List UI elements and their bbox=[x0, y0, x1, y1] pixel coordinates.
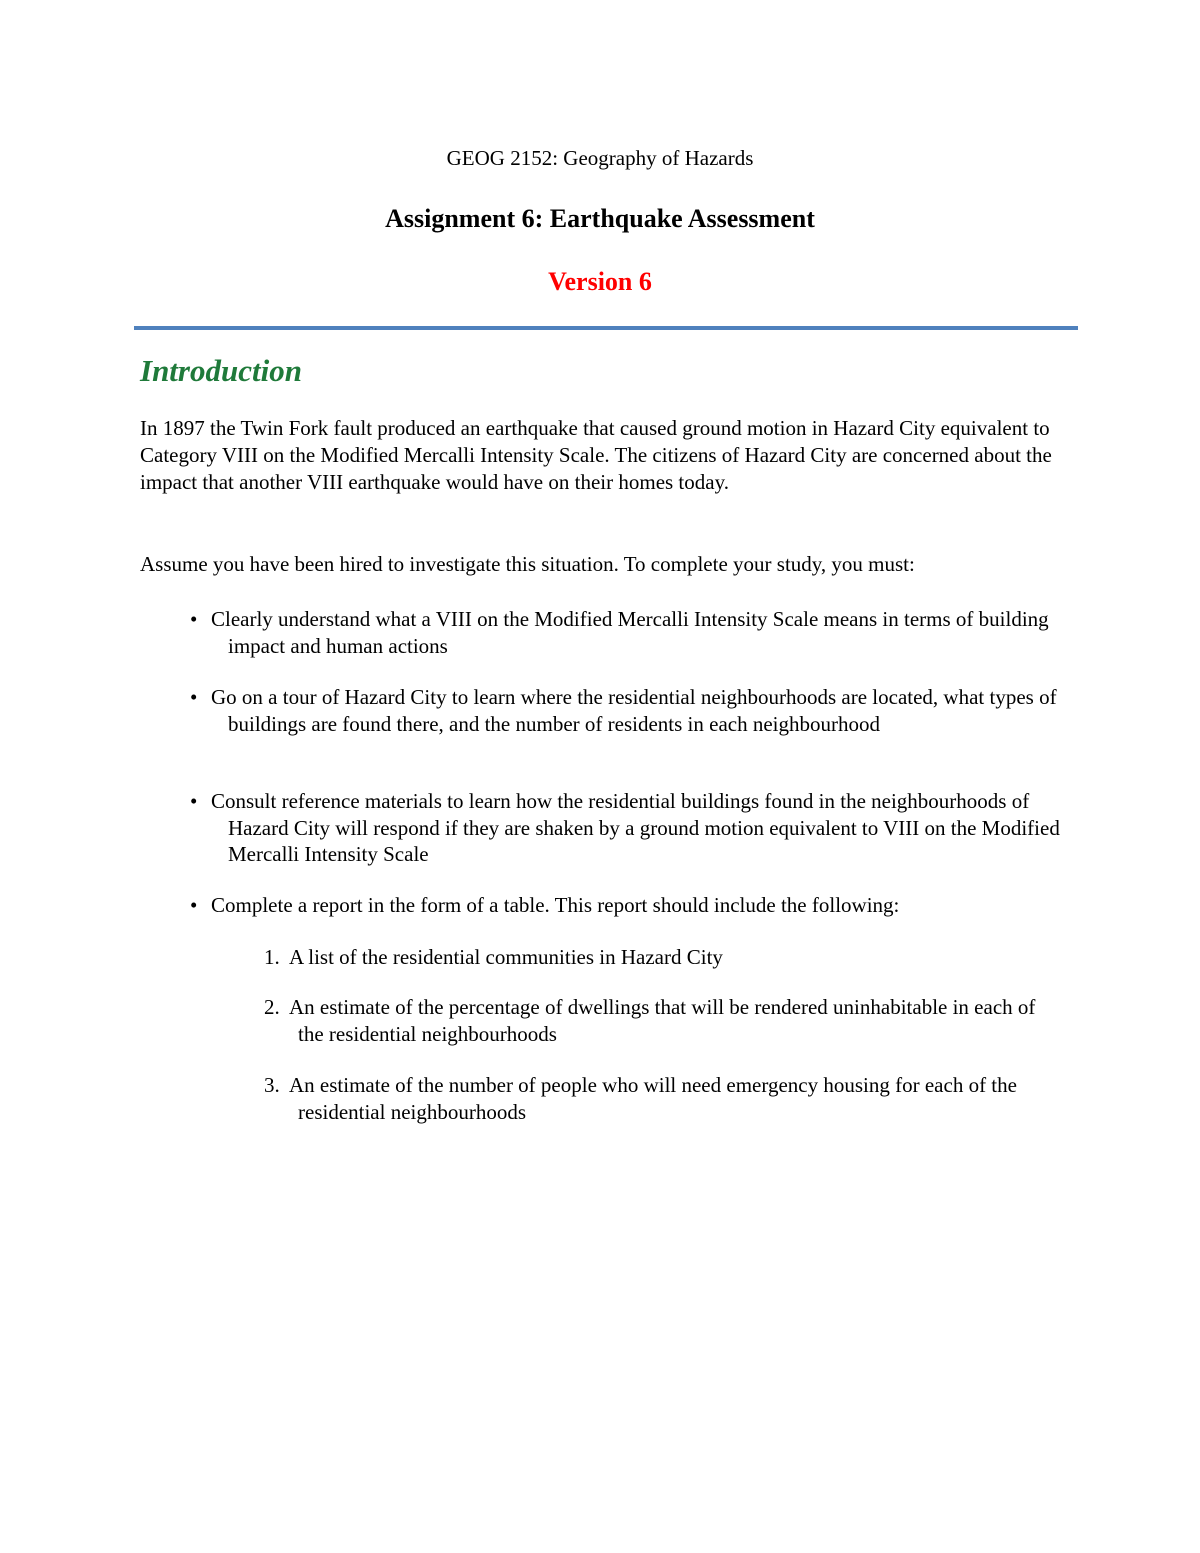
numbered-label: 1. bbox=[264, 945, 280, 969]
intro-paragraph: In 1897 the Twin Fork fault produced an earthquake that caused ground motion in Hazard City equivalent to Category VIII on the Modified Mercalli Intensity Scale. The citizens of Hazard City are concerned about the impact that another VIII earthquake would have on their homes today. bbox=[140, 416, 1052, 494]
numbered-label: 3. bbox=[264, 1073, 280, 1097]
numbered-label: 2. bbox=[264, 995, 280, 1019]
bullet-icon: • bbox=[190, 789, 198, 813]
numbered-text: A list of the residential communities in Hazard City bbox=[289, 945, 723, 969]
numbered-text: An estimate of the number of people who will need emergency housing for each of the residential neighbourhoods bbox=[289, 1073, 1017, 1124]
bullet-text: Consult reference materials to learn how the residential buildings found in the neighbourhoods of Hazard City will respond if they are shaken by a ground motion equivalent to VIII on the Modified Mercalli Intensity Scale bbox=[211, 789, 1060, 866]
course-title: GEOG 2152: Geography of Hazards bbox=[446, 146, 754, 170]
task-paragraph: Assume you have been hired to investigate this situation. To complete your study, you must: bbox=[140, 552, 915, 576]
bullet-item bbox=[190, 606, 1070, 659]
bullet-text: Clearly understand what a VIII on the Modified Mercalli Intensity Scale means in terms of building impact and human actions bbox=[211, 607, 1049, 658]
numbered-item bbox=[264, 944, 1064, 971]
bullet-icon: • bbox=[190, 685, 198, 709]
assignment-title: Assignment 6: Earthquake Assessment bbox=[385, 204, 815, 233]
bullet-text: Go on a tour of Hazard City to learn where the residential neighbourhoods are located, what types of buildings are found there, and the number of residents in each neighbourhood bbox=[211, 685, 1057, 736]
bullet-item bbox=[190, 788, 1070, 868]
numbered-item bbox=[264, 994, 1064, 1047]
bullet-icon: • bbox=[190, 607, 198, 631]
numbered-text: An estimate of the percentage of dwellings that will be rendered uninhabitable in each of the residential neighbourhoods bbox=[289, 995, 1036, 1046]
numbered-item bbox=[264, 1072, 1064, 1125]
bullet-icon: • bbox=[190, 893, 198, 917]
bullet-item bbox=[190, 892, 1070, 919]
version-label: Version 6 bbox=[548, 267, 652, 296]
horizontal-rule bbox=[134, 326, 1078, 330]
bullet-item bbox=[190, 684, 1070, 737]
bullet-text: Complete a report in the form of a table. This report should include the following: bbox=[211, 893, 900, 917]
section-heading-introduction: Introduction bbox=[140, 353, 302, 388]
